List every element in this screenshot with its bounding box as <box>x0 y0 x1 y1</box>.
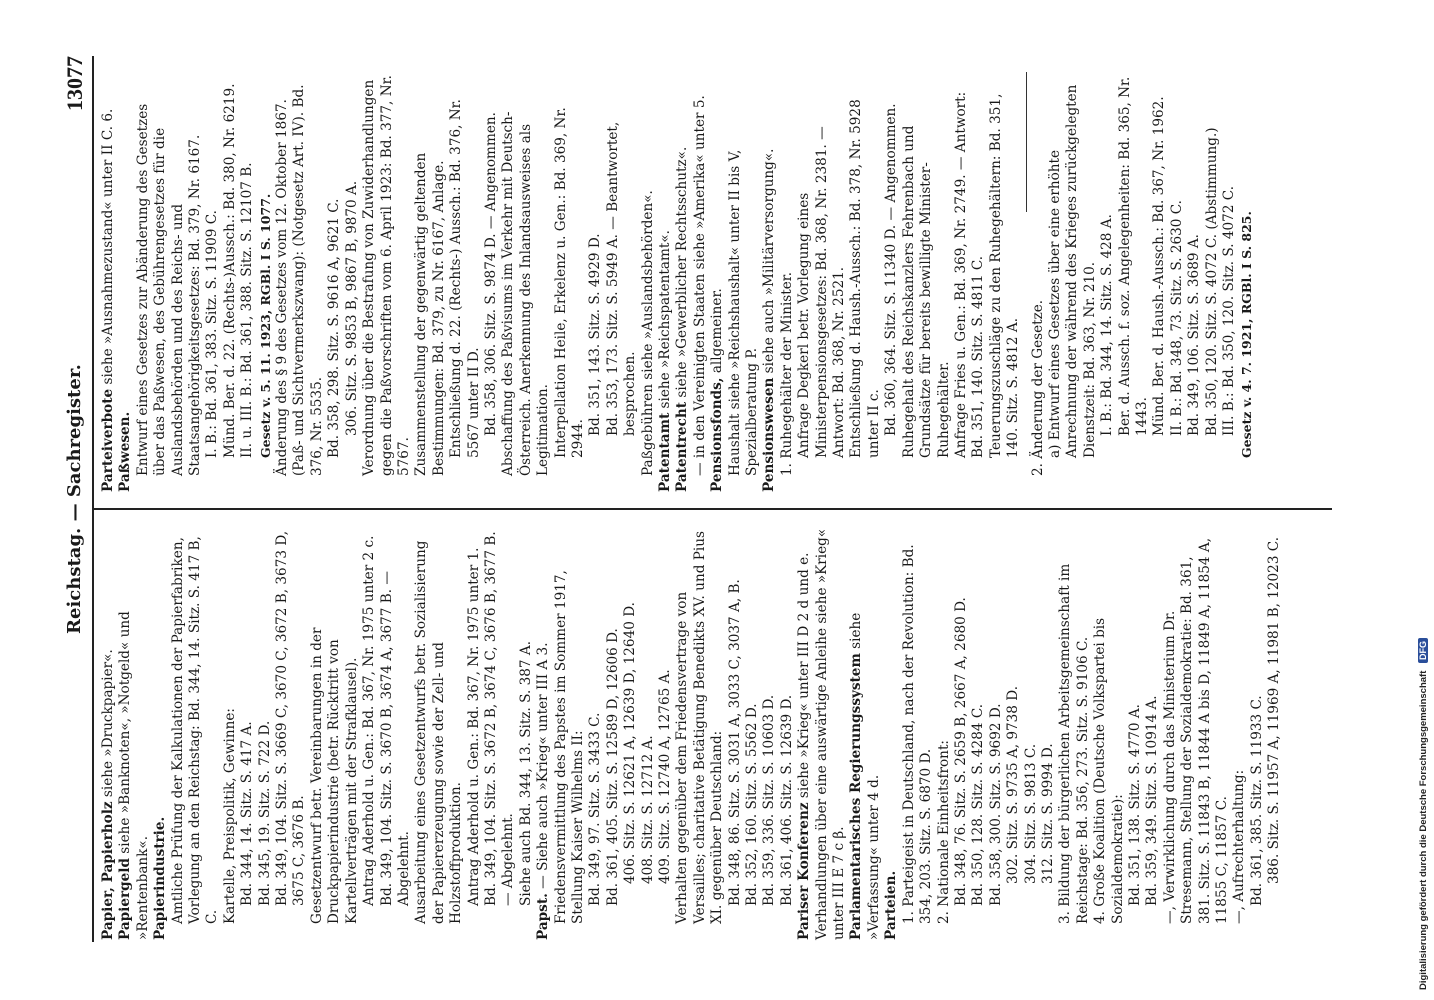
entry-text: Bd. 359, 336. Sitz. S. 10603 D. <box>761 694 778 906</box>
entry-text: Verhalten gegenüber dem Friedensvertrage von Versailles; charitative Betätigung Benedikts XV. und Pius XI. gegenüber Deutschland: <box>674 531 726 924</box>
page-header <box>62 56 90 942</box>
right-entry <box>222 72 239 492</box>
left-entry <box>1231 528 1248 940</box>
left-entry <box>936 528 953 940</box>
left-entry <box>1162 528 1232 940</box>
entry-keyword: Pensionsfonds, <box>709 377 726 492</box>
entry-text: — Siehe auch »Krieg« unter III A 3. <box>535 642 552 894</box>
entry-text: siehe »Reichspatentamt«. <box>657 230 673 413</box>
entry-keyword: Patentrecht <box>674 401 691 492</box>
entry-text: Siehe auch Bd. 344, 13. Sitz. S. 387 A. <box>517 640 534 906</box>
left-entry <box>953 528 970 940</box>
entry-text: Gesetz v. 4. 7. 1921, RGBl. I S. 825. <box>1239 211 1255 458</box>
right-entry <box>1047 72 1099 492</box>
header-rule <box>92 56 94 942</box>
entry-text: Bd. 361, 385. Sitz. S. 11933 C. <box>1248 695 1265 906</box>
entry-text: Bd. 358, 300. Sitz. S. 9692 D. <box>987 703 1004 906</box>
entry-text: II. u. III. B.: Bd. 361, 388. Sitz. S. 12107 B. <box>239 162 256 458</box>
entry-keyword: Papier, Papierholz <box>100 801 116 940</box>
entry-text: Paßgebühren siehe »Auslandsbehörden«. <box>639 190 656 476</box>
left-column <box>100 528 1284 940</box>
entry-text: siehe »Gewerblicher Rechtsschutz«. <box>674 146 691 402</box>
entry-text: Bd. 350, 120. Sitz. S. 4072 C. (Abstimmung.) <box>1203 127 1220 436</box>
entry-text: siehe auch »Militärversorgung«. <box>761 148 778 378</box>
entry-text: Ausarbeitung eines Gesetzentwurfs betr. Sozialisierung der Papiererzeugung sowie der Zell- und Holzstoffproduktion. <box>413 540 465 924</box>
entry-text: siehe »Krieg« unter III D 2 d und e. Verhandlungen über eine auswärtige Anleihe siehe »Krieg« unter III E 7 c β. <box>796 528 848 940</box>
entry-text: Bd. 361, 405. Sitz. S. 12589 D, 12606 D. <box>604 628 621 906</box>
entry-keyword: Pensionswesen <box>761 377 778 492</box>
right-entry <box>674 72 691 492</box>
right-entry <box>883 72 900 492</box>
entry-text: 406. Sitz. S. 12621 A, 12639 D, 12640 D. <box>622 602 639 884</box>
left-entry <box>779 528 796 940</box>
right-entry <box>239 72 256 492</box>
entry-text: Bd. 351, 143. Sitz. S. 4929 D. <box>587 233 604 436</box>
entry-text: 302. Sitz. S. 9735 A, 9738 D. <box>1005 685 1022 884</box>
left-entry <box>657 528 674 940</box>
entry-text: Ruhegehalt des Reichskanzlers Fehrenbach und Grundsätze für bereits bewilligte Minister-Ruhegehälter. <box>900 125 952 458</box>
right-entry <box>657 72 674 492</box>
column-divider <box>92 508 1332 510</box>
entry-text: Entwurf eines Gesetzes zur Abänderung des Gesetzes über das Paßwesen, des Gebührengesetzes für die Auslandsbehörden und des Reichs- und Staatsangehörigkeitsgesetzes: Bd. 379, Nr. 6167. <box>134 103 204 476</box>
left-entry <box>1005 528 1022 940</box>
right-entry <box>1169 72 1186 492</box>
right-entry <box>692 72 709 492</box>
entry-keyword: Papierindustrie. <box>152 816 169 940</box>
entry-text: Amtliche Prüfung der Kalkulationen der Papierfabriken, Vorlegung an den Reichstag: Bd. 344, 14. Sitz. S. 417 B, C. <box>169 536 221 924</box>
entry-text: Bd. 361, 406. Sitz. S. 12639 D. <box>778 694 795 906</box>
entry-text: —, Aufrechterhaltung: <box>1231 769 1248 924</box>
entry-text: Interpellation Heile, Erkelenz u. Gen.: Bd. 369, Nr. 2944. <box>552 107 586 458</box>
entry-text: Münd. Ber. d. 22. (Rechts-)Aussch.: Bd. 380, Nr. 6219. <box>221 83 238 458</box>
right-entry <box>1030 72 1047 492</box>
left-entry <box>257 528 274 940</box>
entry-text: Bd. 351, 138. Sitz. S. 4770 A. <box>1126 704 1143 906</box>
right-entry <box>204 72 221 492</box>
right-entry <box>413 72 448 492</box>
section-rule <box>1026 72 1027 212</box>
left-entry <box>1266 528 1283 940</box>
entry-text: Friedensvermittlung des Papstes im Sommer 1917, Stellung Kaiser Wilhelms II: <box>552 570 586 924</box>
entry-text: Bd. 349, 97. Sitz. S. 3433 C. <box>587 712 604 906</box>
left-entry <box>970 528 987 940</box>
right-entry <box>761 72 778 492</box>
entry-text: Bd. 348, 86. Sitz. S. 3031 A, 3033 C, 3037 A, B. <box>726 579 743 906</box>
right-entry <box>100 72 117 492</box>
entry-text: Änderung des § 9 des Gesetzes vom 12. Oktober 1867. (Paß- und Sichtvermerkszwang): (Notgesetz Art. IV). Bd. 376, Nr. 5535. <box>274 84 325 476</box>
left-entry <box>553 528 588 940</box>
entry-text: Verordnung über die Bestrafung von Zuwiderhandlungen gegen die Paßvorschriften vom 6. April 1923: Bd. 377, Nr. 5767. <box>361 75 412 476</box>
entry-text: Bd. 345, 19. Sitz. S. 722 D. <box>256 720 273 906</box>
right-entry <box>1186 72 1203 492</box>
entry-text: Bd. 359, 349. Sitz. S. 10914 A. <box>1144 695 1161 906</box>
entry-text: 306. Sitz. S. 9853 B, 9867 B, 9870 A. <box>343 180 360 436</box>
entry-text: 304. Sitz. S. 9813 C. <box>1022 743 1039 884</box>
left-entry <box>1127 528 1144 940</box>
entry-text: III. B.: Bd. 350, 120. Sitz. S. 4072 C. <box>1221 185 1237 436</box>
left-entry <box>988 528 1005 940</box>
right-entry <box>1204 72 1221 492</box>
left-entry <box>222 528 239 940</box>
entry-text: a) Entwurf eines Gesetzes über eine erhöhte Anrechnung der während des Krieges zurückgelegten Dienstzeit: Bd. 363, Nr. 210. <box>1046 84 1098 458</box>
entry-text: Haushalt siehe »Reichshaushalt« unter II bis V, Spezialberatung P. <box>726 149 761 476</box>
right-entry <box>553 72 588 492</box>
running-title: Reichstag. — Sachregister. <box>64 364 85 634</box>
left-entry <box>152 528 169 940</box>
dfg-logo-badge: DFG <box>1418 638 1428 663</box>
entry-text: Bd. 349, 106. Sitz. S. 3689 A. <box>1186 234 1203 436</box>
right-entry <box>779 72 796 492</box>
entry-text: —, Verwirklichung durch das Ministerium Dr. Stresemann, Stellung der Sozialdemokratie: Bd. 361, 381. Sitz. S. 11843 B, 11844 A bis D, 11849 A, 11854 A, 11855 C, 11857 C. <box>1161 537 1230 924</box>
right-entry <box>796 72 848 492</box>
right-entry <box>848 72 883 492</box>
entry-text: Gesetzentwurf betr. Vereinbarungen in der Druckpapierindustrie (betr. Rücktritt von Kartellverträgen mit der Strafklausel). <box>308 627 360 924</box>
entry-text: Bd. 352, 160. Sitz. S. 5562 D. <box>744 703 761 906</box>
left-entry <box>466 528 518 940</box>
left-entry <box>535 528 552 940</box>
entry-text: — in den Vereinigten Staaten siehe »Amerika« unter 5. <box>691 95 708 476</box>
entry-text: siehe »Druckpapier«. <box>100 649 116 802</box>
entry-text: Bd. 344, 14. Sitz. S. 417 A. <box>239 721 256 906</box>
entry-text: II. B.: Bd. 348, 73. Sitz. S. 2630 C. <box>1168 199 1185 436</box>
right-entry <box>500 72 552 492</box>
entry-text: Bd. 348, 76. Sitz. S. 2659 B, 2667 A, 2680 D. <box>952 597 969 906</box>
right-entry <box>727 72 762 492</box>
right-entry <box>274 72 326 492</box>
right-entry <box>344 72 361 492</box>
right-entry <box>257 72 274 492</box>
left-entry <box>901 528 936 940</box>
left-entry <box>761 528 778 940</box>
left-entry <box>883 528 900 940</box>
entry-text: Abschaffung des Paßvisums im Verkehr mit Deutsch-Österreich. Anerkennung des Inlandsausweises als Legitimation. <box>500 111 552 476</box>
entry-text: siehe »Verfassung« unter 4 d. <box>848 612 882 940</box>
right-column <box>100 72 1256 492</box>
entry-text: 408. Sitz. S. 12712 A. <box>639 735 656 884</box>
left-entry <box>1023 528 1040 940</box>
right-entry <box>709 72 726 492</box>
entry-keyword: Parlamentarisches Regierungssystem <box>848 653 865 940</box>
entry-text: 312. Sitz. S. 9994 D. <box>1039 743 1056 884</box>
digitization-note <box>1418 290 1429 990</box>
entry-text: Bd. 350, 128. Sitz. S. 4284 C. <box>970 703 987 906</box>
left-entry <box>361 528 413 940</box>
right-entry <box>1117 72 1152 492</box>
entry-text: 1. Parteigeist in Deutschland, nach der Revolution: Bd. 354, 203. Sitz. S. 6870 D. <box>900 544 935 924</box>
right-entry <box>326 72 343 492</box>
digitization-text: Digitalisierung gefördert durch die Deutsche Forschungsgemeinschaft <box>1418 670 1429 990</box>
entry-text: Ber. d. Aussch. f. soz. Angelegenheiten: Bd. 365, Nr. 1443. <box>1116 76 1150 436</box>
left-entry <box>640 528 657 940</box>
entry-text: Bd. 349, 104. Sitz. S. 3669 C, 3670 C, 3672 B, 3673 D, 3675 C, 3676 B. <box>274 530 308 906</box>
entry-text: 2. Änderung der Gesetze. <box>1029 299 1046 476</box>
left-entry <box>413 528 465 940</box>
left-entry <box>848 528 883 940</box>
left-entry <box>796 528 848 940</box>
right-entry <box>1099 72 1116 492</box>
entry-text: 3. Bildung der bürgerlichen Arbeitsgemeinschaft im Reichstage: Bd. 356, 273. Sitz. S. 9106 C. <box>1057 563 1091 924</box>
entry-text: Anfrage Fries u. Gen.: Bd. 369, Nr. 2749. — Antwort: Bd. 351, 140. Sitz. S. 4811 C. <box>952 91 987 458</box>
entry-keyword: Parteien. <box>883 870 900 940</box>
entry-text: Anfrage Degkerl betr. Vorlegung eines Ministerpensionsgesetzes: Bd. 368, Nr. 2381. — Antwort: Bd. 368, Nr. 2521. <box>796 126 848 458</box>
left-entry <box>605 528 622 940</box>
right-entry <box>1221 72 1238 492</box>
entry-text: Kartelle, Preispolitik, Gewinne: <box>221 708 238 924</box>
right-entry <box>448 72 483 492</box>
left-entry <box>309 528 361 940</box>
entry-text: allgemeiner. <box>709 288 726 378</box>
entry-text: 1. Ruhegehälter der Minister. <box>778 271 795 476</box>
entry-text: Bd. 353, 173. Sitz. S. 5949 A. — Beantwortet, besprochen. <box>604 121 639 436</box>
left-entry <box>674 528 726 940</box>
left-entry <box>274 528 309 940</box>
page-number: 13077 <box>62 56 87 111</box>
left-entry <box>100 528 117 940</box>
entry-text: Teuerungszuschläge zu den Ruhegehältern: Bd. 351, 140. Sitz. S. 4812 A. <box>987 93 1022 458</box>
entry-keyword: Papst. <box>535 893 552 940</box>
entry-text: Entschließung d. 22. (Rechts-) Aussch.: Bd. 376, Nr. 5567 unter II D. <box>448 99 482 458</box>
entry-keyword: Papiergeld <box>117 858 134 940</box>
left-entry <box>1249 528 1266 940</box>
left-entry <box>587 528 604 940</box>
right-entry <box>361 72 413 492</box>
right-entry <box>901 72 953 492</box>
entry-text: Münd. Ber. d. Haush.-Aussch.: Bd. 367, Nr. 1962. <box>1151 96 1168 436</box>
left-entry <box>518 528 535 940</box>
left-entry <box>1040 528 1057 940</box>
entry-keyword: Pariser Konferenz <box>796 802 813 940</box>
entry-text: Gesetz v. 5. 11. 1923, RGBl. I S. 1077. <box>257 193 273 458</box>
entry-text: 409. Sitz. S. 12740 A, 12765 A. <box>657 669 673 884</box>
entry-text: Antrag Aderhold u. Gen.: Bd. 367, Nr. 1975 unter 2 c. Bd. 349, 104. Sitz. S. 3670 B, 3674 A, 3677 B. — Abgelehnt. <box>361 535 412 906</box>
right-entry <box>640 72 657 492</box>
right-entry <box>587 72 604 492</box>
left-entry <box>727 528 744 940</box>
entry-text: Bd. 358, 298. Sitz. S. 9616 A, 9621 C. <box>326 198 343 458</box>
left-entry <box>744 528 761 940</box>
entry-text: Zusammenstellung der gegenwärtig geltenden Bestimmungen: Bd. 379, zu Nr. 6167, Anlage. <box>413 152 447 476</box>
left-entry <box>622 528 639 940</box>
entry-text: Antrag Aderhold u. Gen.: Bd. 367, Nr. 1975 unter 1. Bd. 349, 104. Sitz. S. 3672 B, 3674 C, 3676 B, 3677 B. — Abgelehnt. <box>465 531 517 906</box>
entry-text: siehe »Ausnahmezustand« unter II C. 6. <box>100 108 116 389</box>
entry-keyword: Paßwesen. <box>117 411 134 492</box>
left-entry <box>239 528 256 940</box>
right-entry <box>1238 72 1255 492</box>
entry-text: siehe »Banknoten«, »Notgeld« und »Rentenbank«. <box>117 611 151 940</box>
entry-text: I. B.: Bd. 344, 14. Sitz. S. 428 A. <box>1099 214 1116 436</box>
entry-text: Entschließung d. Haush.-Aussch.: Bd. 378, Nr. 5928 unter II c. <box>848 99 882 458</box>
left-entry <box>170 528 222 940</box>
right-entry <box>988 72 1023 492</box>
entry-keyword: Patentamt <box>657 412 673 492</box>
entry-text: Bd. 360, 364. Sitz. S. 11340 D. — Angenommen. <box>883 103 900 436</box>
entry-text: 2. Nationale Einheitsfront: <box>935 740 952 924</box>
entry-text: I. B.: Bd. 361, 383. Sitz. S. 11909 C. <box>204 210 221 458</box>
entry-text: Bd. 358, 306. Sitz. S. 9874 D. — Angenommen. <box>482 112 499 436</box>
right-entry <box>953 72 988 492</box>
entry-text: 386. Sitz. S. 11957 A, 11969 A, 11981 B, 12023 C. <box>1266 536 1283 884</box>
left-entry <box>117 528 152 940</box>
entry-text: 4. Große Koalition (Deutsche Volkspartei bis Sozialdemokratie): <box>1092 617 1126 924</box>
left-entry <box>1092 528 1127 940</box>
right-entry <box>117 72 134 492</box>
right-entry <box>605 72 640 492</box>
right-entry <box>1151 72 1168 492</box>
entry-keyword: Parteiverbote <box>100 388 116 492</box>
right-entry <box>483 72 500 492</box>
left-entry <box>1057 528 1092 940</box>
right-entry <box>135 72 205 492</box>
left-entry <box>1144 528 1161 940</box>
